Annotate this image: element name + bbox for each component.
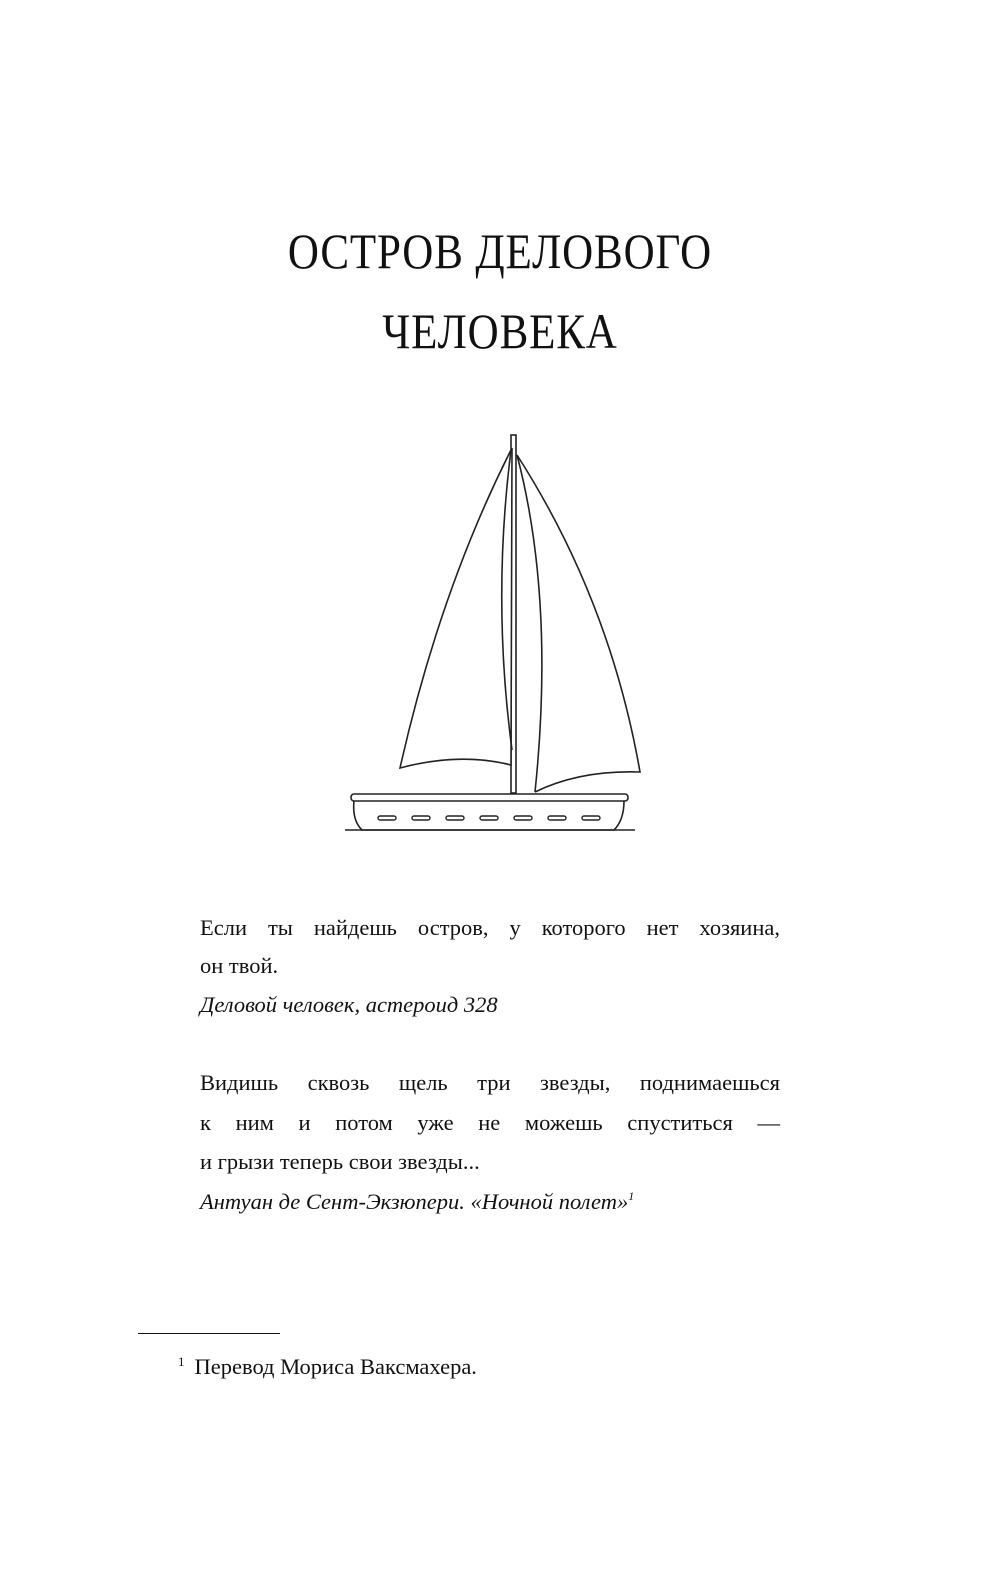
footnote-reference[interactable]: 1 [628,1189,635,1203]
epigraph2-attribution-wrap [200,1189,634,1215]
chapter-title-line-1: ОСТРОВ ДЕЛОВОГО [287,223,713,279]
epigraph1-line2: он твой. [200,953,279,978]
footnote-divider [138,1333,280,1334]
sailboat-icon [330,420,650,840]
epigraph2-line3: и грызи теперь свои звезды... [200,1149,480,1174]
epigraph2-line1: Видишь сквозь щель три звезды, поднимаешься [200,1070,780,1095]
epigraph2-line2: к ним и потом уже не можешь спуститься — [200,1110,780,1135]
chapter-title-line-2: ЧЕЛОВЕКА [382,303,618,359]
footnote [178,1354,477,1380]
footnote-number: 1 [178,1354,185,1369]
footnote-text: Перевод Мориса Ваксмахера. [194,1354,477,1379]
epigraph1-line1: Если ты найдешь остров, у которого нет хозяина, [200,915,780,940]
epigraph2-attribution: Антуан де Сент-Экзюпери. «Ночной полет» [200,1189,629,1214]
epigraph1-attribution: Деловой человек, астероид 328 [200,992,498,1017]
